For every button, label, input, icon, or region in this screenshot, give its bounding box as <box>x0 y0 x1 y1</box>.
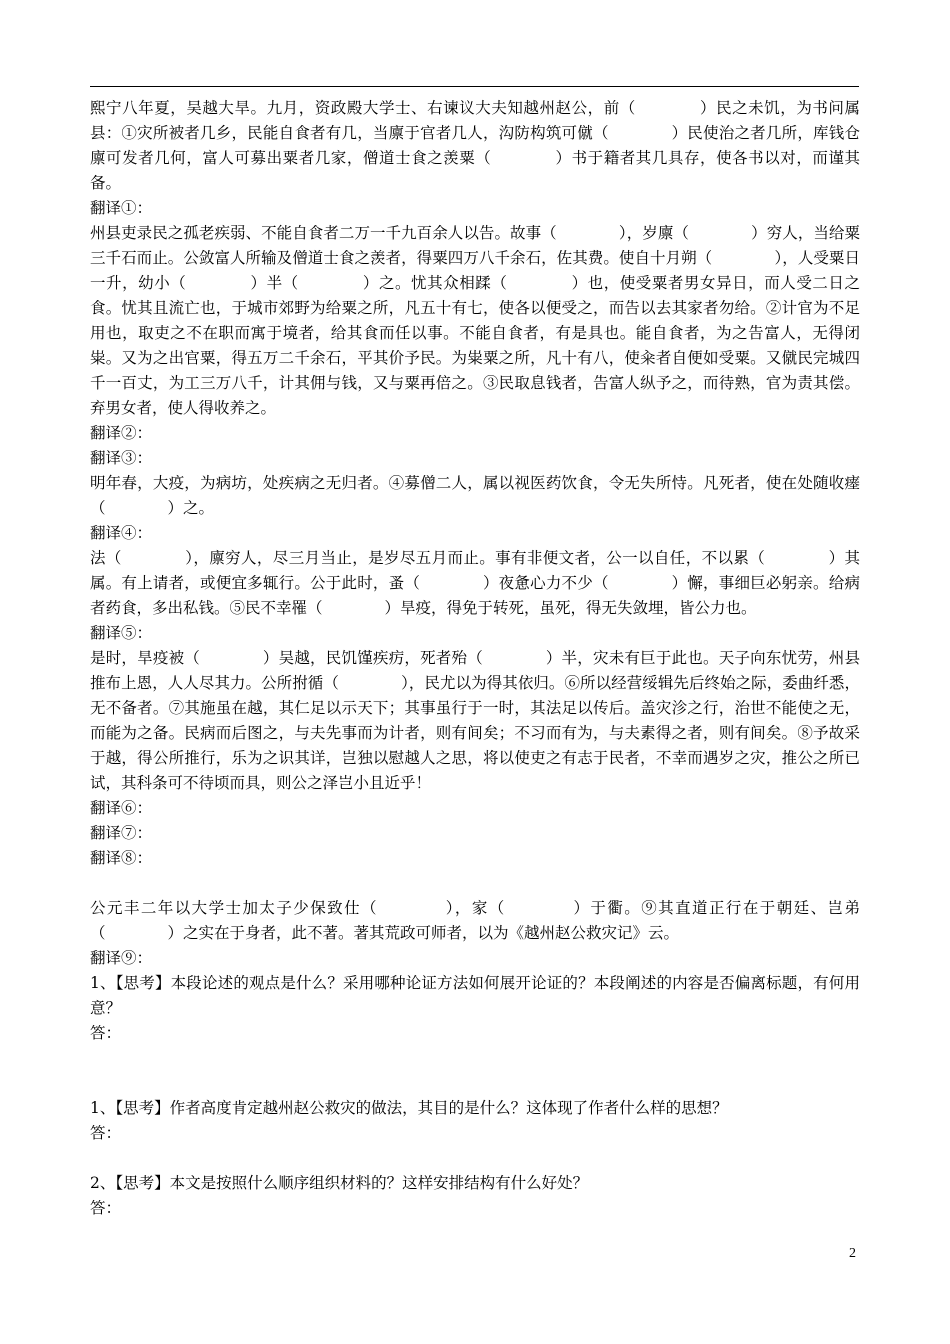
paragraph-4: 法（ ），廪穷人，尽三月当止，是岁尽五月而止。事有非便文者，公一以自任，不以累（ ）其属。有上请者，或便宜多辄行。公于此时，蚤（ ）夜惫心力不少（ ）懈，事细巨必躬亲。给病者药食，多出私钱。⑤民不幸罹（ ）旱疫，得免于转死，虽死，得无失敛埋，皆公力也。 <box>90 549 860 617</box>
translation-label-6: 翻译⑥： <box>90 799 153 817</box>
translation-label-8: 翻译⑧： <box>90 849 153 867</box>
translation-label-9: 翻译⑨： <box>90 949 153 967</box>
document-body <box>90 96 860 1221</box>
header-rule <box>90 86 859 87</box>
question-1: 1、【思考】本段论述的观点是什么？采用哪种论证方法如何展开论证的？本段阐述的内容是否偏离标题，有何用意？ <box>90 974 860 1017</box>
paragraph-3: 明年春，大疫，为病坊，处疾病之无归者。④募僧二人，属以视医药饮食，令无失所恃。凡死者，使在处随收瘗（ ）之。 <box>90 474 860 517</box>
paragraph-5: 是时，旱疫被（ ）吴越，民饥馑疾疠，死者殆（ ）半，灾未有巨于此也。天子向东忧劳，州县推布上恩，人人尽其力。公所拊循（ ），民尤以为得其依归。⑥所以经营绥辑先后终始之际，委曲纤悉，无不备者。⑦其施虽在越，其仁足以示天下；其事虽行于一时，其法足以传后。盖灾沴之行，治世不能使之无，而能为之备。民病而后图之，与夫先事而为计者，则有间矣；不习而有为，与夫素得之者，则有间矣。⑧予故采于越，得公所推行，乐为之识其详，岂独以慰越人之思，将以使吏之有志于民者，不幸而遇岁之灾，推公之所已试，其科条可不待顷而具，则公之泽岂小且近乎！ <box>90 649 860 792</box>
translation-label-4: 翻译④： <box>90 524 153 542</box>
spacer <box>90 1146 860 1171</box>
translation-label-2: 翻译②： <box>90 424 153 442</box>
spacer <box>90 871 860 896</box>
translation-label-3: 翻译③： <box>90 449 153 467</box>
answer-label-3: 答： <box>90 1199 122 1217</box>
spacer <box>90 1046 860 1096</box>
paragraph-6: 公元丰二年以大学士加太子少保致仕（ ），家（ ）于衢。⑨其直道正行在于朝廷、岂弟（ ）之实在于身者，此不著。著其荒政可师者，以为《越州赵公救灾记》云。 <box>90 899 860 942</box>
translation-label-1: 翻译①： <box>90 199 153 217</box>
paragraph-2: 州县吏录民之孤老疾弱、不能自食者二万一千九百余人以告。故事（ ），岁廪（ ）穷人，当给粟三千石而止。公敛富人所输及僧道士食之羡者，得粟四万八千余石，佐其费。使自十月朔（ ），人受粟日一升，幼小（ ）半（ ）之。忧其众相蹂（ ）也，使受粟者男女异日，而人受二日之食。忧其且流亡也，于城市郊野为给粟之所，凡五十有七，使各以便受之，而告以去其家者勿给。②计官为不足用也，取吏之不在职而寓于境者，给其食而任以事。不能自食者，有是具也。能自食者，为之告富人，无得闭粜。又为之出官粟，得五万二千余石，平其价予民。为粜粟之所，凡十有八，使籴者自便如受粟。又僦民完城四千一百丈，为工三万八千，计其佣与钱，又与粟再倍之。③民取息钱者，告富人纵予之，而待熟，官为责其偿。弃男女者，使人得收养之。 <box>90 224 860 417</box>
translation-label-7: 翻译⑦： <box>90 824 153 842</box>
paragraph-1: 熙宁八年夏，吴越大旱。九月，资政殿大学士、右谏议大夫知越州赵公，前（ ）民之未饥，为书问属县：①灾所被者几乡，民能自食者有几，当廪于官者几人，沟防构筑可僦（ ）民使治之者几所，库钱仓廪可发者几何，富人可募出粟者几家，僧道士食之羡粟（ ）书于籍者其几具存，使各书以对，而谨其备。 <box>90 99 860 192</box>
page-number: 2 <box>849 1246 856 1261</box>
answer-label-2: 答： <box>90 1124 122 1142</box>
question-2: 1、【思考】作者高度肯定越州赵公救灾的做法，其目的是什么？这体现了作者什么样的思想？ <box>90 1099 728 1117</box>
question-3: 2、【思考】本文是按照什么顺序组织材料的？这样安排结构有什么好处？ <box>90 1174 589 1192</box>
translation-label-5: 翻译⑤： <box>90 624 153 642</box>
answer-label-1: 答： <box>90 1024 122 1042</box>
